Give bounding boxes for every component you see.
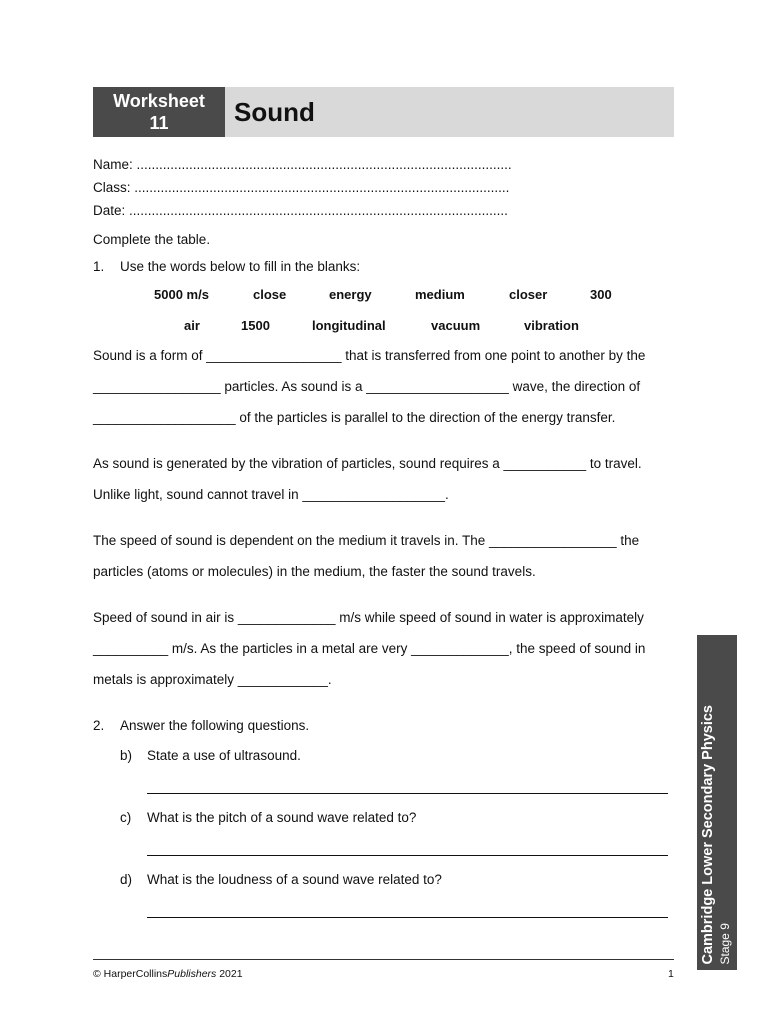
word-bank-item: 5000 m/s xyxy=(154,287,209,302)
series-side-tab xyxy=(697,635,737,970)
copyright-italic: Publishers xyxy=(167,968,217,980)
title-bar xyxy=(225,87,674,137)
paragraph-line: As sound is generated by the vibration of particles, sound requires a ___________ to travel. xyxy=(93,456,642,471)
paragraph-line: ___________________ of the particles is parallel to the direction of the energy transfer. xyxy=(93,410,616,425)
word-bank-item: vacuum xyxy=(431,318,481,333)
name-field: Name: .................................................................................................... xyxy=(93,157,512,172)
paragraph-line: _________________ particles. As sound is a ___________________ wave, the direction of xyxy=(93,379,641,394)
worksheet-label-line1: Worksheet xyxy=(113,91,205,111)
paragraph-line: Unlike light, sound cannot travel in ___________________. xyxy=(93,487,449,502)
word-bank-item: 1500 xyxy=(241,318,270,333)
paragraph-line: Speed of sound in air is _____________ m/s while speed of sound in water is approximately xyxy=(93,610,644,625)
date-field: Date: ..................................................................................................... xyxy=(93,203,508,218)
item-question: What is the loudness of a sound wave related to? xyxy=(147,872,442,887)
word-bank-item: air xyxy=(184,318,200,333)
copyright-prefix: © HarperCollins xyxy=(93,968,168,980)
answer-line[interactable] xyxy=(147,855,668,856)
question-2-number: 2. xyxy=(93,718,105,733)
copyright-year: 2021 xyxy=(216,968,243,980)
paragraph-line: particles (atoms or molecules) in the medium, the faster the sound travels. xyxy=(93,564,536,579)
item-letter: d) xyxy=(120,872,133,887)
word-bank-item: 300 xyxy=(590,287,612,302)
page-title: Sound xyxy=(234,97,315,127)
word-bank-item: longitudinal xyxy=(312,318,386,333)
item-question: What is the pitch of a sound wave related to? xyxy=(147,810,417,825)
item-letter: c) xyxy=(120,810,132,825)
series-stage: Stage 9 xyxy=(718,922,732,964)
paragraph-line: Sound is a form of __________________ that is transferred from one point to another by the xyxy=(93,348,646,363)
series-title: Cambridge Lower Secondary Physics xyxy=(700,704,716,964)
question-2-prompt: Answer the following questions. xyxy=(120,718,310,733)
class-field: Class: .................................................................................................... xyxy=(93,180,510,195)
word-bank-item: closer xyxy=(509,287,548,302)
word-bank-item: vibration xyxy=(524,318,579,333)
worksheet-number: 11 xyxy=(149,113,169,133)
paragraph-line: The speed of sound is dependent on the medium it travels in. The _________________ the xyxy=(93,533,640,548)
word-bank-item: energy xyxy=(329,287,372,302)
word-bank-item: close xyxy=(253,287,287,302)
answer-line[interactable] xyxy=(147,917,668,918)
footer-divider xyxy=(93,959,674,960)
item-letter: b) xyxy=(120,748,133,763)
paragraph-line: metals is approximately ____________. xyxy=(93,672,332,687)
page-number: 1 xyxy=(668,968,674,980)
answer-line[interactable] xyxy=(147,793,668,794)
question-1-prompt: Use the words below to fill in the blanks: xyxy=(120,259,361,274)
instruction-text: Complete the table. xyxy=(93,232,211,247)
copyright-notice xyxy=(93,968,243,980)
worksheet-label xyxy=(93,87,225,137)
paragraph-line: __________ m/s. As the particles in a metal are very _____________, the speed of sound in xyxy=(93,641,646,656)
item-question: State a use of ultrasound. xyxy=(147,748,301,763)
question-1-number: 1. xyxy=(93,259,105,274)
word-bank-item: medium xyxy=(415,287,465,302)
